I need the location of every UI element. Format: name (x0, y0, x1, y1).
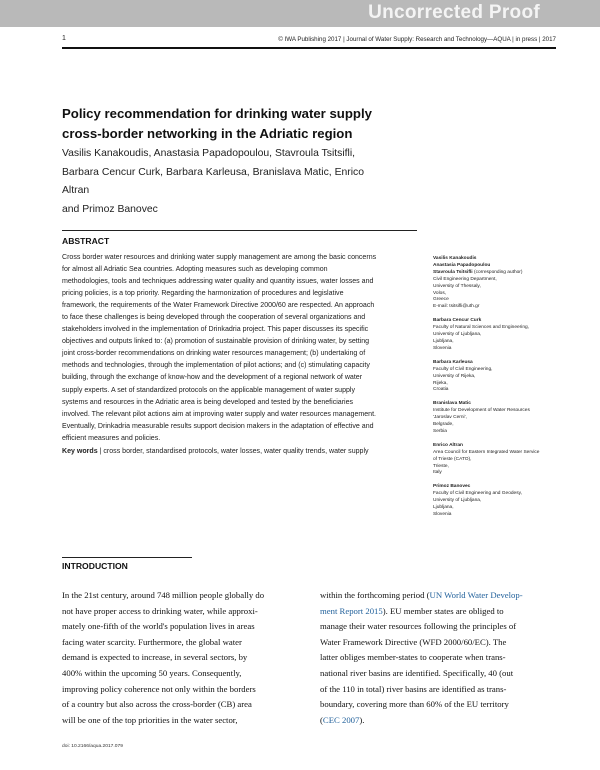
affiliation-line: Italy (433, 470, 442, 476)
affiliation-block (433, 484, 563, 519)
doi[interactable]: doi: 10.2166/aqua.2017.079 (62, 744, 123, 749)
running-head (62, 34, 556, 48)
affiliation-name: Enrico Altran (433, 442, 463, 448)
affiliation-line: Ljubljana, (433, 338, 454, 344)
article-title (62, 104, 402, 144)
affiliation-name: Barbara Cencur Curk (433, 318, 482, 324)
affiliation-line: Faculty of Civil Engineering and Geodesy, (433, 491, 522, 497)
abstract-line: joint cross-border recommendations on drinking water resources management; (b) undertaking of (62, 350, 366, 358)
affiliation-line: Serbia (433, 428, 447, 434)
affiliation-line: Trieste, (433, 463, 449, 469)
abstract-body (62, 252, 418, 445)
affiliation-line: Faculty of Natural Sciences and Engineering, (433, 325, 529, 331)
citation-link[interactable]: ment Report 2015 (320, 605, 383, 616)
affiliation-name: Primoz Banovec (433, 484, 471, 490)
affiliation-name: Branislava Matic (433, 401, 471, 407)
running-head-rule (62, 47, 556, 49)
abstract-line: methods and technologies, through the implementation of pilot actions; and (c) stimulating capacity (62, 362, 370, 370)
affiliation-name: Anastasia Papadopoulou (433, 262, 491, 268)
affiliation-line: Civil Engineering Department, (433, 276, 497, 282)
body-line: national river basins are identified. Specifically, 40 (out (320, 667, 514, 678)
affiliation-name-bold: Stavroula Tsitsifli (433, 269, 473, 275)
abstract-line: methodologies, tools and techniques addressing water quality and quantity issues, water losses and (62, 278, 374, 286)
affiliation-block (433, 401, 563, 436)
affiliation-line: Slovenia (433, 512, 452, 517)
affiliation-line: Volos, (433, 290, 447, 296)
abstract-line: pricing policies, is a top priority. Regarding the harmonization of procedures and legislative (62, 290, 344, 298)
body-line: improving policy coherence not only within the borders (62, 683, 256, 694)
banner-text: Uncorrected Proof (368, 2, 540, 23)
body-line: of the 110 in total) river basins are identified as trans- (320, 683, 507, 694)
body-line: of a country but also across the cross-border (CB) area (62, 699, 252, 710)
author-line: Barbara Cencur Curk, Barbara Karleusa, Branislava Matic, Enrico Altran (62, 166, 365, 197)
citation-link[interactable]: CEC 2007 (322, 714, 360, 725)
affiliation-block (433, 318, 563, 353)
author-list (62, 145, 392, 219)
citation-link[interactable]: UN World Water Develop- (429, 590, 523, 600)
affiliation-line: University of Ljubljana, (433, 332, 482, 338)
affiliation-line: of Trieste (CATO), (433, 456, 472, 462)
affiliation-line: Ljubljana, (433, 505, 454, 511)
affiliation-name: Vasilis Kanakoudis (433, 256, 477, 261)
body-line: 400% within the upcoming 50 years. Consequently, (62, 667, 242, 678)
line-text: ( (320, 714, 323, 725)
abstract-line: objectives and outputs linked to: (a) promotion of sustainable provision of drinking water, by setting (62, 338, 370, 346)
abstract-line: Cross border water resources and drinking water supply management are among the basic concerns (62, 254, 377, 261)
author-line: Vasilis Kanakoudis, Anastasia Papadopoulou, Stavroula Tsitsifli, (62, 148, 356, 159)
abstract-rule (62, 230, 417, 231)
page-number: 1 (62, 35, 66, 42)
abstract-line: building, through the exchange of know-how and the development of a regional network of water (62, 374, 363, 382)
line-text: ). (359, 714, 365, 725)
affiliation-line: University of Rijeka, (433, 373, 476, 379)
abstract-heading: ABSTRACT (62, 236, 110, 246)
body-line: Water Framework Directive (WFD 2000/60/EC). The (320, 636, 507, 647)
affiliation-block (433, 256, 563, 311)
keywords: Key words | cross border, standardised protocols, water losses, water quality trends, water supply (62, 448, 369, 455)
affiliation-line: Institute for Development of Water Resources (433, 408, 530, 414)
body-line (320, 588, 560, 604)
abstract-line: framework, the requirements of the Water Framework Directive 2000/60 are respected. An approach (62, 302, 375, 310)
author-line: and Primoz Banovec (62, 203, 158, 215)
affiliations (433, 256, 563, 526)
body-line: latter obliges member-states to cooperate when trans- (320, 652, 506, 663)
body-line: facing water scarcity. Furthermore, the global water (62, 636, 242, 647)
keywords-text: cross border, standardised protocols, water losses, water quality trends, water supply (103, 448, 369, 455)
uncorrected-proof-banner (0, 0, 600, 27)
affiliation-line: Greece (433, 297, 449, 303)
journal-info: © IWA Publishing 2017 | Journal of Water Supply: Research and Technology—AQUA | in press | 2017 (278, 36, 556, 43)
body-line: will be one of the top priorities in the water sector, (62, 714, 238, 725)
body-line: boundary, covering more than 60% of the EU territory (320, 699, 509, 710)
line-text: within the forthcoming period ( (320, 590, 430, 600)
affiliation-line: Rijeka, (433, 380, 448, 386)
introduction-rule (62, 557, 192, 558)
body-column-left (62, 588, 302, 728)
affiliation-name: Stavroula Tsitsifli (corresponding author) (433, 269, 523, 275)
affiliation-email[interactable]: E-mail: tsitsifli@uth.gr (433, 304, 480, 310)
body-line: In the 21st century, around 748 million people globally do (62, 590, 265, 600)
title-line: cross-border networking in the Adriatic region (62, 126, 353, 141)
body-line: not have proper access to drinking water, while approxi- (62, 605, 258, 616)
affiliation-line: Croatia (433, 387, 449, 393)
body-line: demand is expected to increase, in several sectors, by (62, 652, 248, 663)
affiliation-line: Faculty of Civil Engineering, (433, 366, 493, 372)
title-line: Policy recommendation for drinking water supply (62, 106, 372, 121)
affiliation-block (433, 360, 563, 395)
body-column-right (320, 588, 560, 728)
affiliation-line: Belgrade, (433, 422, 454, 428)
line-text: ). EU member states are obliged to (382, 605, 504, 616)
abstract-line: Eventually, Drinkadria measurable results support decision makers in the adaptation of effective and (62, 422, 374, 430)
introduction-heading: INTRODUCTION (62, 561, 128, 571)
keywords-label: Key words (62, 448, 98, 455)
affiliation-line: University of Ljubljana, (433, 498, 482, 504)
abstract-line: for almost all Adriatic Sea countries. Adopting measures such as developing common (62, 266, 328, 274)
affiliation-line: Area Council for Eastern Integrated Water Service (433, 449, 540, 455)
body-line (320, 604, 560, 620)
abstract-line: efficient measures and policies. (62, 434, 161, 442)
affiliation-line: 'Jaroslav Cerni', (433, 415, 467, 421)
affiliation-name: Barbara Karleusa (433, 359, 473, 365)
body-line (320, 713, 560, 729)
abstract-line: supply experts. A set of standardized protocols on the applicable management of water supply (62, 386, 356, 394)
abstract-line: stakeholders involved in the implementation of Drinkadria project. This paper discusses its specific (62, 326, 369, 334)
body-line: manage their water resources following the principles of (320, 621, 517, 632)
abstract-line: involved. The relevant pilot actions aim at improving water supply and water resources management. (62, 410, 377, 418)
abstract-line: systems and resources in the Adriatic area is being developed and tested by the beneficiaries (62, 398, 354, 406)
affiliation-line: University of Thessaly, (433, 283, 481, 289)
affiliation-block (433, 443, 563, 478)
abstract-line: to face these challenges is being developed through the cooperation of several organizations and (62, 314, 366, 322)
affiliation-line: Slovenia (433, 345, 452, 351)
body-line: mately one-fifth of the world's population lives in areas (62, 621, 255, 632)
